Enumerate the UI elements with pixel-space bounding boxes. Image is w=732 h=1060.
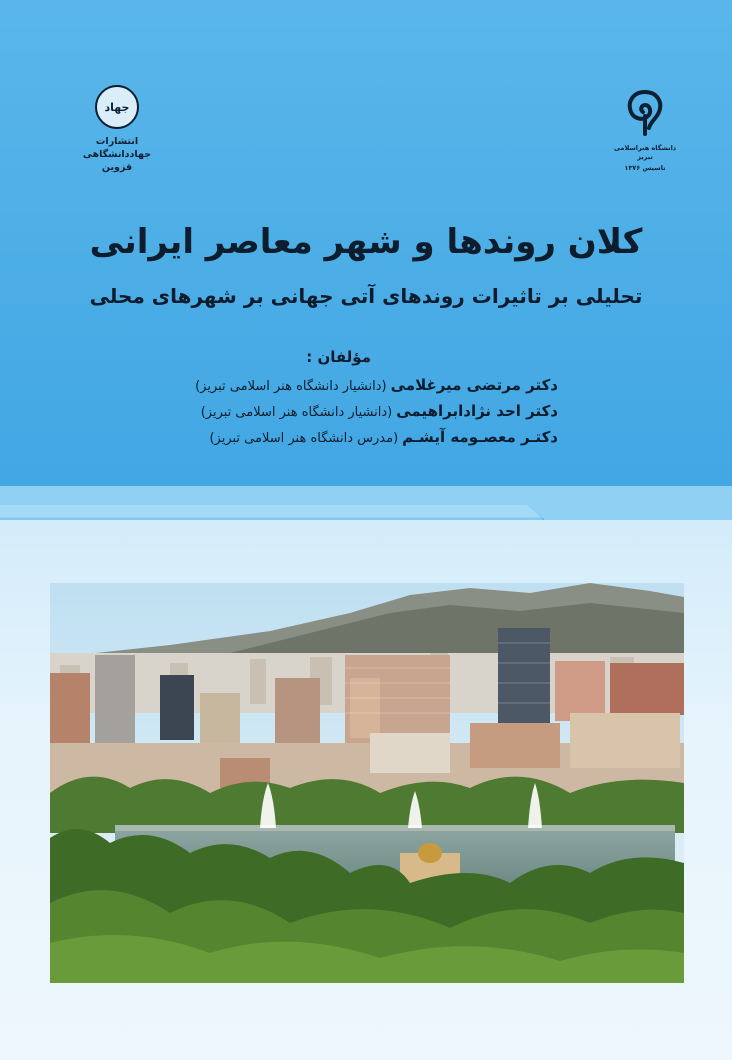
publisher-name-line2: قزوین (101, 162, 133, 173)
university-name: دانشگاه هنراسلامی تبریز (613, 144, 677, 161)
university-since: تاسیس ۱۳۷۶ (624, 164, 666, 172)
author-name: دکتـر معصـومه آیشـم (402, 428, 558, 446)
publisher-name (72, 135, 162, 174)
author-name: دکتر مرتضی میرغلامی (390, 376, 558, 394)
author-item (178, 376, 558, 402)
author-affiliation: (مدرس دانشگاه هنر اسلامی تبریز) (209, 431, 399, 446)
author-name: دکتر احد نژادابراهیمی (396, 402, 558, 420)
seal-text: جهاد (104, 100, 130, 114)
university-logo (610, 88, 680, 173)
authors-heading: مؤلفان : (306, 348, 371, 366)
author-affiliation: (دانشیار دانشگاه هنر اسلامی تبریز) (200, 405, 393, 420)
publisher-name-line1: انتشارات جهاددانشگاهی (82, 136, 152, 160)
university-emblem-icon (621, 88, 669, 138)
publisher-logo-left (72, 85, 162, 174)
book-title: کلان روندها و شهر معاصر ایرانی (89, 222, 643, 262)
authors-list (178, 376, 558, 454)
seal-icon (95, 85, 139, 129)
book-subtitle: تحلیلی بر تاثیرات روندهای آتی جهانی بر شهرهای محلی (89, 284, 643, 308)
author-item (178, 428, 558, 454)
city-photo (50, 583, 684, 983)
author-affiliation: (دانشیار دانشگاه هنر اسلامی تبریز) (195, 379, 387, 394)
author-item (178, 402, 558, 428)
city-photo-illustration (50, 583, 684, 983)
